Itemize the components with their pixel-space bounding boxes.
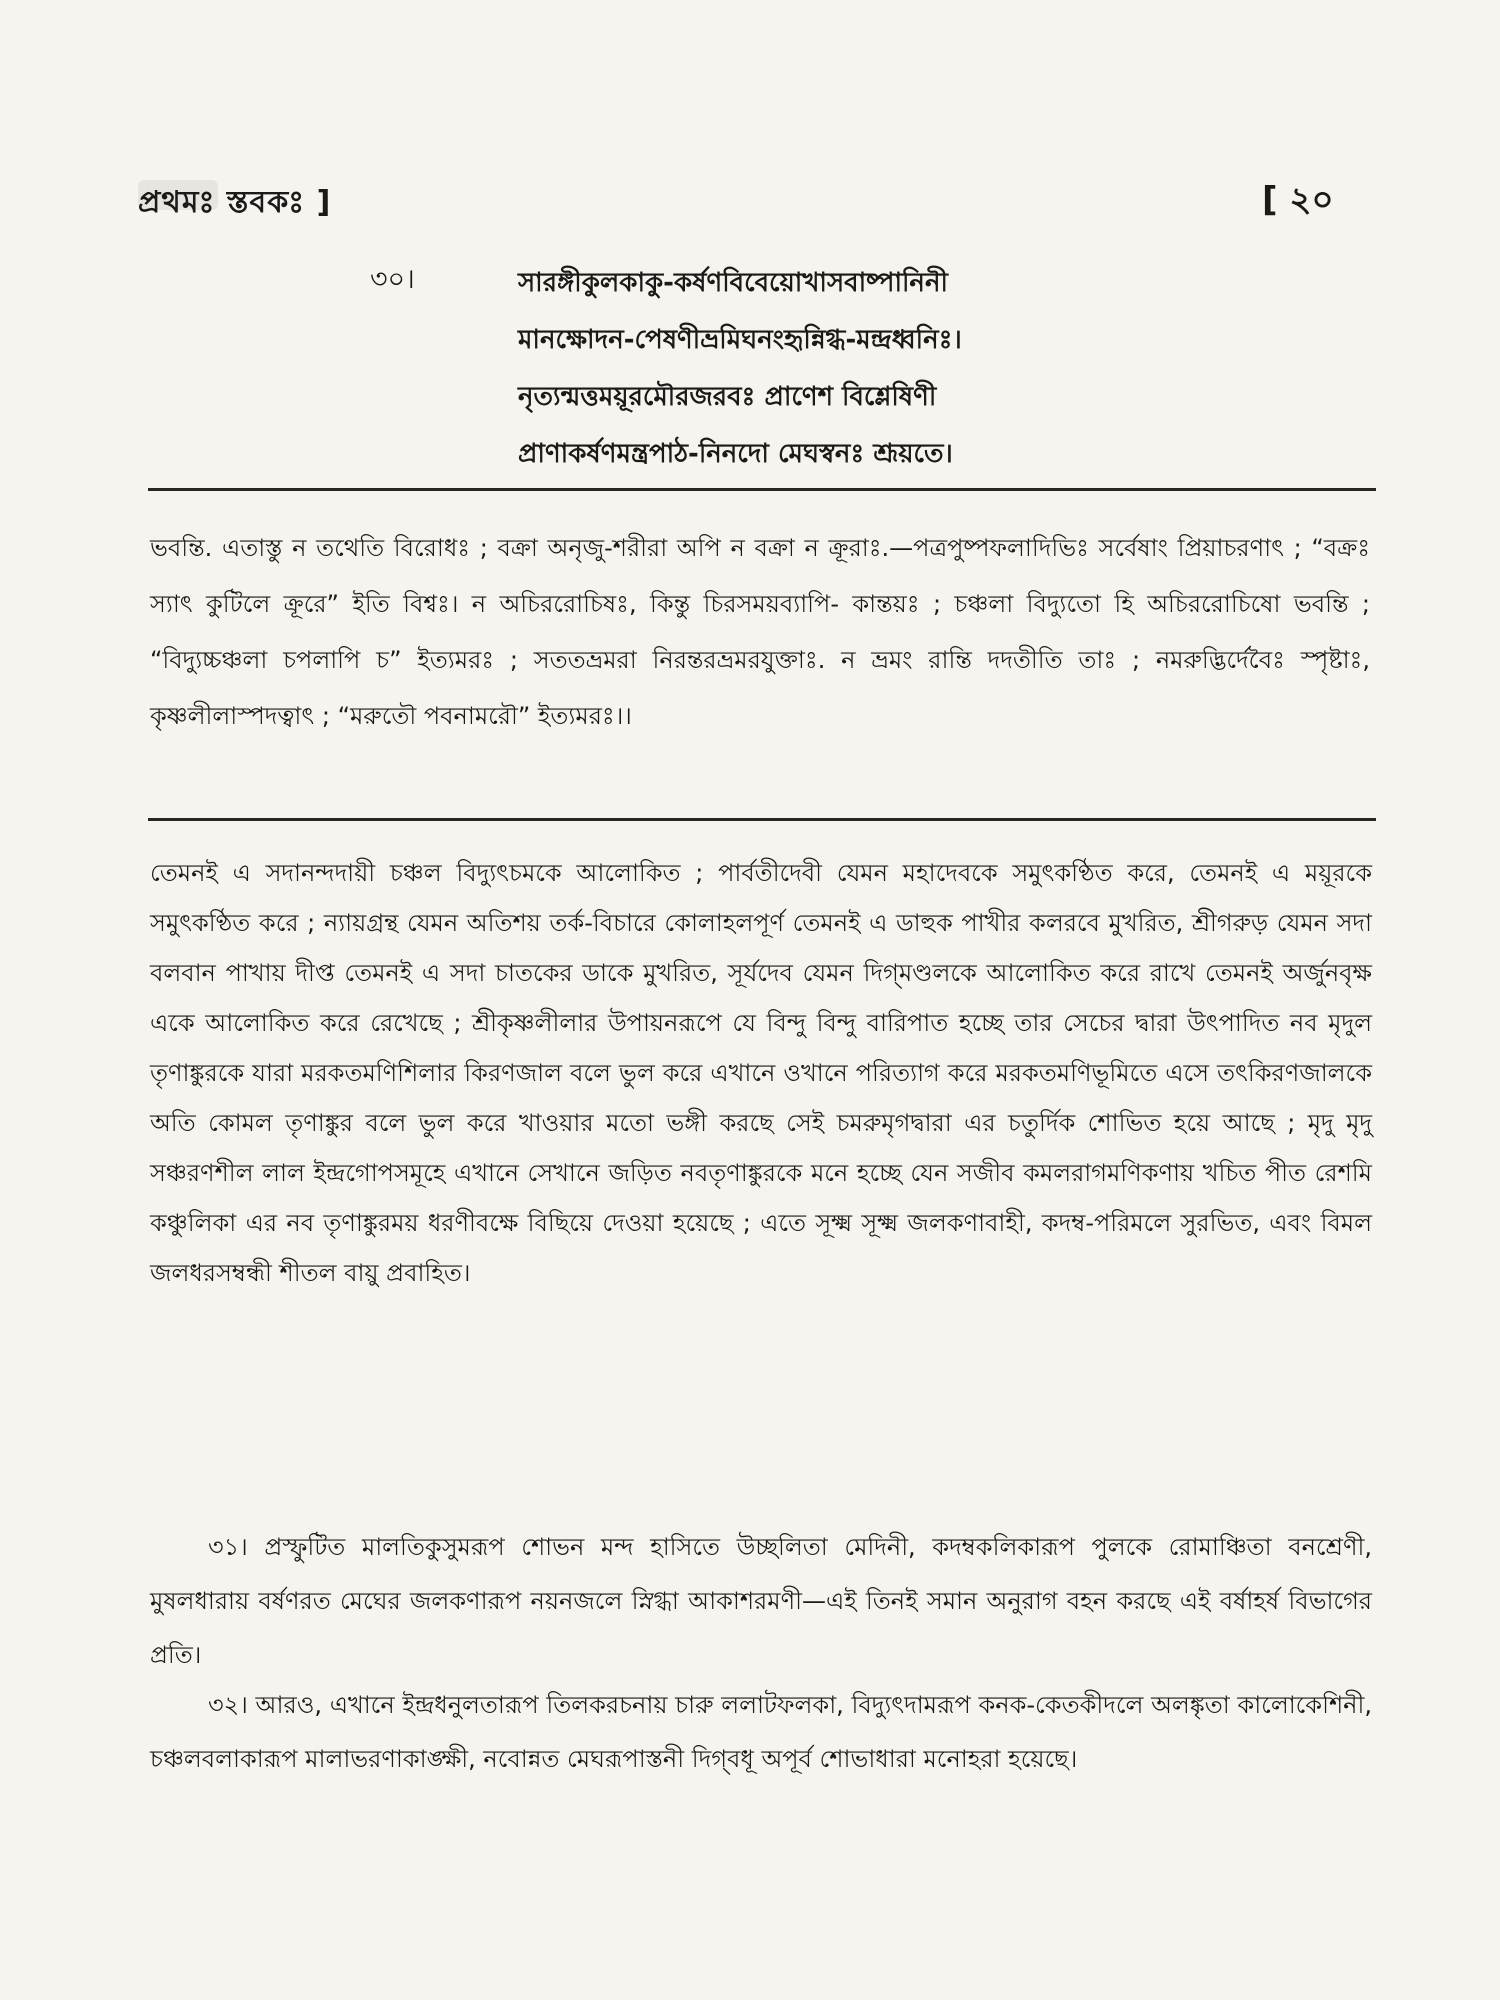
verse-line: মানক্ষোদন-পেষণীভ্রমিঘনংহৃন্নিগ্ধ-মন্দ্রধ্বনিঃ।: [518, 325, 962, 355]
verse-lines: [518, 255, 1378, 483]
divider-rule: [148, 818, 1376, 821]
paragraph-32: [150, 1678, 1372, 1786]
bengali-translation: তেমনই এ সদানন্দদায়ী চঞ্চল বিদ্যুৎচমকে আলোকিত ; পার্বতীদেবী যেমন মহাদেবকে সমুৎকণ্ঠিত করে, তেমনই এ ময়ূরকে সমুৎকণ্ঠিত করে ; ন্যায়গ্রন্থ যেমন অতিশয় তর্ক-বিচারে কোলাহলপূর্ণ তেমনই এ ডাহুক পাখীর কলরবে মুখরিত, শ্রীগরুড় যেমন সদা বলবান পাখায় দীপ্ত তেমনই এ সদা চাতকের ডাকে মুখরিত, সূর্যদেব যেমন দিগ্‌মণ্ডলকে আলোকিত করে রাখে তেমনই অর্জুনবৃক্ষ একে আলোকিত করে রেখেছে ; শ্রীকৃষ্ণলীলার উপায়নরূপে যে বিন্দু বিন্দু বারিপাত হচ্ছে তার সেচের দ্বারা উৎপাদিত নব মৃদুল তৃণাঙ্কুরকে যারা মরকতমণিশিলার কিরণজাল বলে ভুল করে এখানে ওখানে পরিত্যাগ করে মরকতমণিভূমিতে এসে তৎকিরণজালকে অতি কোমল তৃণাঙ্কুর বলে ভুল করে খাওয়ার মতো ভঙ্গী করছে সেই চমরুমৃগদ্বারা এর চতুর্দিক শোভিত হয়ে আছে ; মৃদু মৃদু সঞ্চরণশীল লাল ইন্দ্রগোপসমূহে এখানে সেখানে জড়িত নবতৃণাঙ্কুরকে মনে হচ্ছে যেন সজীব কমলরাগমণিকণায় খচিত পীত রেশমি কঞ্চুলিকা এর নব তৃণাঙ্কুরময় ধরণীবক্ষে বিছিয়ে দেওয়া হয়েছে ; এতে সূক্ষ্ম সূক্ষ্ম জলকণাবাহী, কদম্ব-পরিমলে সুরভিত, এবং বিমল জলধরসম্বন্ধী শীতল বায়ু প্রবাহিত।: [150, 859, 1372, 1287]
paragraph-number: ৩২।: [208, 1691, 248, 1719]
verse-number: ৩০।: [370, 264, 415, 295]
page-number: [ ২০: [1262, 180, 1334, 220]
paragraph-31: [150, 1520, 1372, 1682]
running-header-left: প্রথমঃ স্তবকঃ ]: [138, 185, 332, 220]
verse-line: প্রাণাকর্ষণমন্ত্রপাঠ-নিনদো মেঘস্বনঃ শ্রূয়তে।: [518, 439, 953, 469]
divider-rule: [148, 488, 1376, 491]
verse-line: সারঙ্গীকুলকাকু-কর্ষণবিবেয়োখাসবাষ্পানিনী: [518, 268, 948, 298]
verse-line: নৃত্যন্মত্তময়ূরমৌরজরবঃ প্রাণেশ বিশ্লেষিণী: [518, 382, 937, 412]
paragraph-number: ৩১।: [208, 1533, 248, 1561]
paragraph-text: প্রস্ফুটিত মালতিকুসুমরূপ শোভন মন্দ হাসিতে উচ্ছলিতা মেদিনী, কদম্বকলিকারূপ পুলকে রোমাঞ্চিতা বনশ্রেণী, মুষলধারায় বর্ষণরত মেঘের জলকণারূপ নয়নজলে স্নিগ্ধা আকাশরমণী—এই তিনই সমান অনুরাগ বহন করছে এই বর্ষাহর্ষ বিভাগের প্রতি।: [150, 1533, 1372, 1669]
sanskrit-commentary: ভবন্তি. এতাস্তু ন তথেতি বিরোধঃ ; বক্রা অনৃজু-শরীরা অপি ন বক্রা ন ক্রূরাঃ.—পত্রপুষ্পফলাদিভিঃ সর্বেষাং প্রিয়াচরণাৎ ; “বক্রঃ স্যাৎ কুটিলে ক্রূরে” ইতি বিশ্বঃ। ন অচিররোচিষঃ, কিন্তু চিরসময়ব্যাপি- কান্তয়ঃ ; চঞ্চলা বিদ্যুতো হি অচিররোচিষো ভবন্তি ; “বিদ্যুচ্চঞ্চলা চপলাপি চ” ইত্যমরঃ ; সততভ্রমরা নিরন্তরভ্রমরযুক্তাঃ. ন ভ্রমং রান্তি দদতীতি তাঃ ; নমরুদ্ভির্দেবৈঃ স্পৃষ্টাঃ, কৃষ্ণলীলাস্পদত্বাৎ ; “মরুতৌ পবনামরৌ” ইত্যমরঃ।।: [150, 534, 1370, 730]
paragraph-text: আরও, এখানে ইন্দ্রধনুলতারূপ তিলকরচনায় চারু ললাটফলকা, বিদ্যুৎদামরূপ কনক-কেতকীদলে অলঙ্কৃতা কালোকেশিনী, চঞ্চলবলাকারূপ মালাভরণাকাঙ্ক্ষী, নবোন্নত মেঘরূপাস্তনী দিগ্‌বধূ অপূর্ব শোভাধারা মনোহরা হয়েছে।: [150, 1691, 1372, 1773]
